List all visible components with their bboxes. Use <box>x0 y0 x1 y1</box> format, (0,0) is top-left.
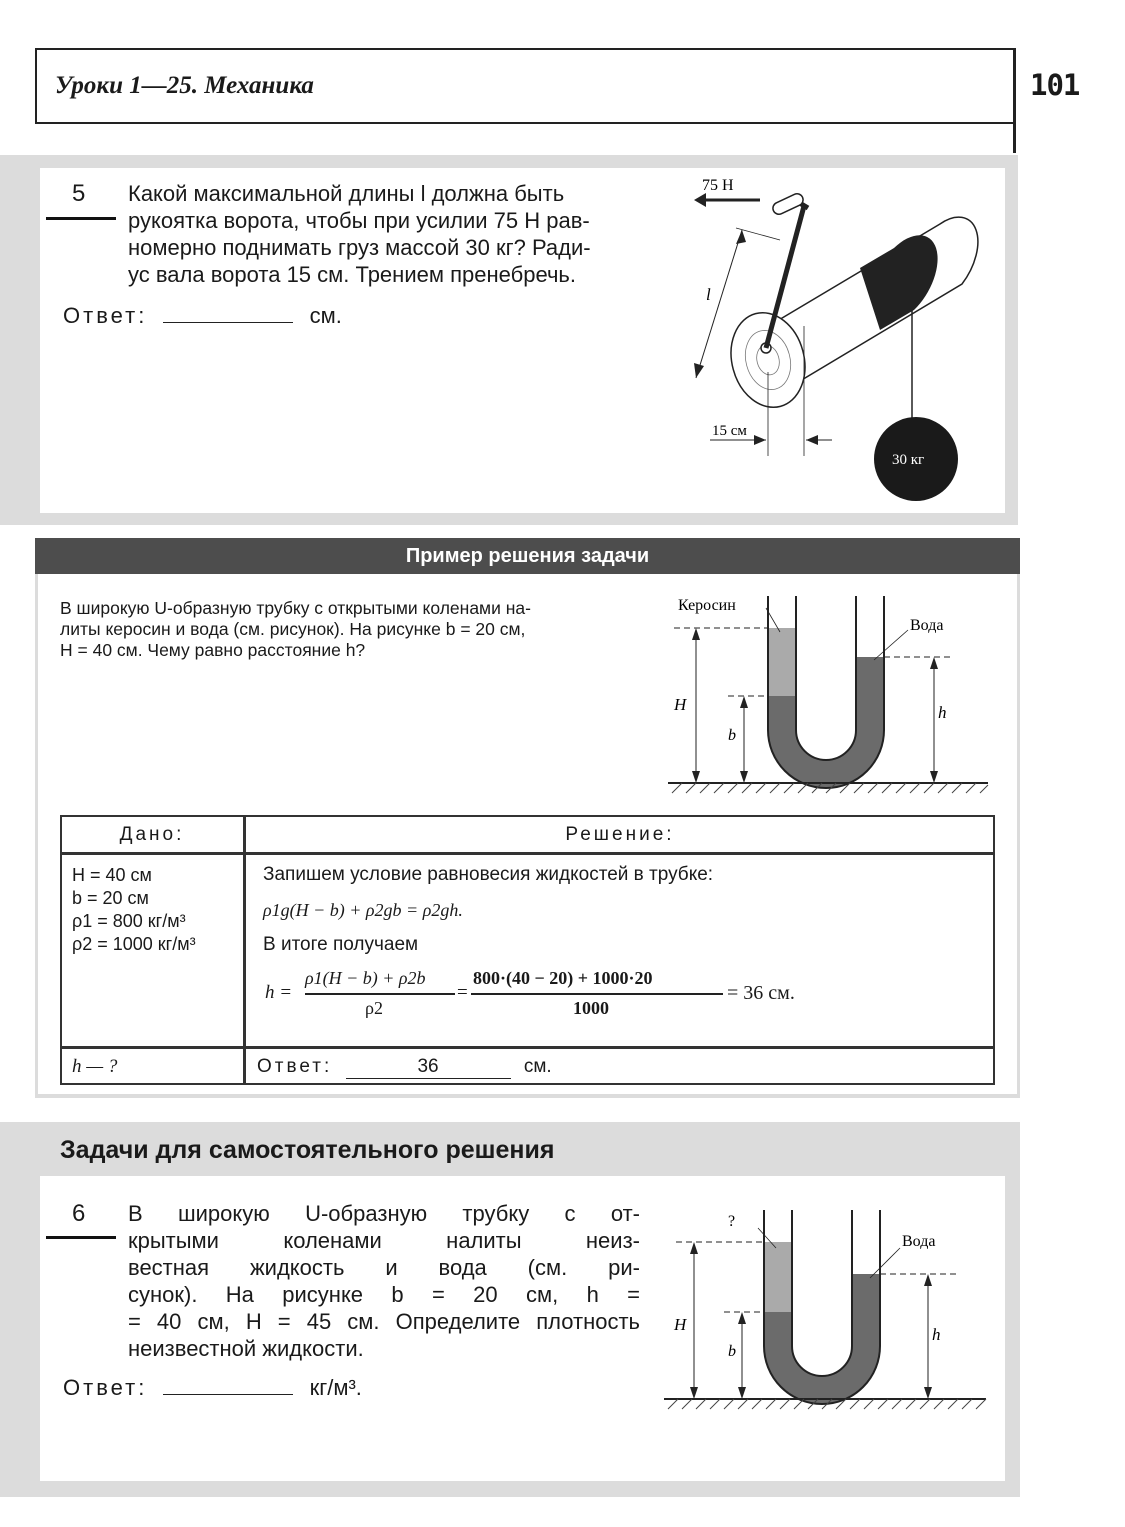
given-line: ρ1 = 800 кг/м³ <box>72 911 186 931</box>
h-label: h <box>932 1325 941 1344</box>
self-section-title: Задачи для самостоятельного решения <box>60 1136 555 1164</box>
b-label: b <box>728 727 736 744</box>
text-line: номерно поднимать груз массой 30 кг? Ради- <box>128 235 591 260</box>
problem-number-underline <box>46 217 116 220</box>
u-tube-figure-problem-6 <box>664 1206 989 1416</box>
answer-label: Ответ: <box>63 1375 148 1400</box>
formula-denominator-values: 1000 <box>573 998 609 1018</box>
answer-row <box>63 300 342 329</box>
answer-label: Ответ: <box>257 1056 333 1077</box>
radius-label: 15 см <box>712 423 747 439</box>
text-line: рукоятка ворота, чтобы при усилии 75 Н рав- <box>128 208 590 233</box>
given-values <box>72 864 196 956</box>
problem-number-underline <box>46 1236 116 1239</box>
given-line: H = 40 см <box>72 865 152 885</box>
text-line: В широкую U-образную трубку с от- <box>128 1201 640 1226</box>
answer-label: Ответ: <box>63 303 148 328</box>
problem-6-text <box>128 1200 640 1362</box>
text-line: крытыми коленами налиты неиз- <box>128 1228 640 1253</box>
given-header: Дано: <box>119 824 185 845</box>
problem-number: 6 <box>72 1200 86 1227</box>
kerosene <box>768 628 796 696</box>
windlass-figure <box>680 176 980 506</box>
answer-unit: см. <box>309 303 342 328</box>
problem-number: 5 <box>72 180 86 207</box>
force-arrow <box>694 193 706 207</box>
text-line: литы керосин и вода (см. рисунок). На рисунке b = 20 см, <box>60 619 526 639</box>
answer-field[interactable] <box>163 1372 293 1395</box>
header-right-rule <box>1013 48 1016 153</box>
page-number: 101 <box>1030 68 1080 102</box>
force-label: 75 Н <box>702 177 734 194</box>
equilibrium-equation: ρ1g(H − b) + ρ2gb = ρ2gh. <box>263 900 463 920</box>
unknown-liquid <box>764 1242 792 1312</box>
text-line: вестная жидкость и вода (см. ри- <box>128 1255 640 1280</box>
formula-lhs: h = <box>265 982 293 1003</box>
given-line: ρ2 = 1000 кг/м³ <box>72 934 196 954</box>
u-tube-figure-example <box>668 590 993 800</box>
text-line: сунок). На рисунке b = 20 см, h = <box>128 1282 640 1307</box>
solution-table <box>60 815 995 1085</box>
water-label: Вода <box>910 617 944 634</box>
unknown-label: ? <box>728 1213 736 1230</box>
example-title: Пример решения задачи <box>405 545 650 567</box>
h-label: h <box>938 703 947 722</box>
answer-field[interactable] <box>163 300 293 323</box>
solution-header: Решение: <box>565 824 675 845</box>
example-text <box>60 598 650 661</box>
text-line: В широкую U-образную трубку с открытыми коленами на- <box>60 598 531 618</box>
H-label: H <box>674 695 687 714</box>
kerosene-label: Керосин <box>678 597 736 614</box>
answer-row <box>63 1372 362 1401</box>
solution-intro: Запишем условие равновесия жидкостей в трубке: <box>263 864 714 885</box>
answer-unit: кг/м³. <box>309 1375 362 1400</box>
result-intro: В итоге получаем <box>263 934 419 955</box>
answer-unit: см. <box>523 1056 552 1077</box>
text-line: ус вала ворота 15 см. Трением пренебречь. <box>128 262 576 287</box>
answer-value: 36 <box>346 1056 511 1079</box>
text-line: H = 40 см. Чему равно расстояние h? <box>60 640 366 660</box>
formula-numerator: ρ1(H − b) + ρ2b <box>305 968 426 988</box>
problem-5-text <box>128 180 668 288</box>
length-label: l <box>706 285 711 304</box>
text-line: неизвестной жидкости. <box>128 1336 364 1361</box>
mass-label: 30 кг <box>892 452 925 468</box>
example-answer-row <box>257 1056 552 1079</box>
b-label: b <box>728 1343 736 1360</box>
text-line: Какой максимальной длины l должна быть <box>128 181 565 206</box>
water-label: Вода <box>902 1233 936 1250</box>
page-title: Уроки 1—25. Механика <box>55 72 314 99</box>
formula-result: = 36 см. <box>727 982 795 1004</box>
unknown-quantity: h — ? <box>72 1056 118 1077</box>
given-line: b = 20 см <box>72 888 149 908</box>
formula-numerator-values: 800·(40 − 20) + 1000·20 <box>473 968 653 988</box>
formula-denominator: ρ2 <box>365 998 383 1018</box>
text-line: = 40 см, H = 45 см. Определите плотность <box>128 1309 640 1334</box>
H-label: H <box>674 1315 687 1334</box>
